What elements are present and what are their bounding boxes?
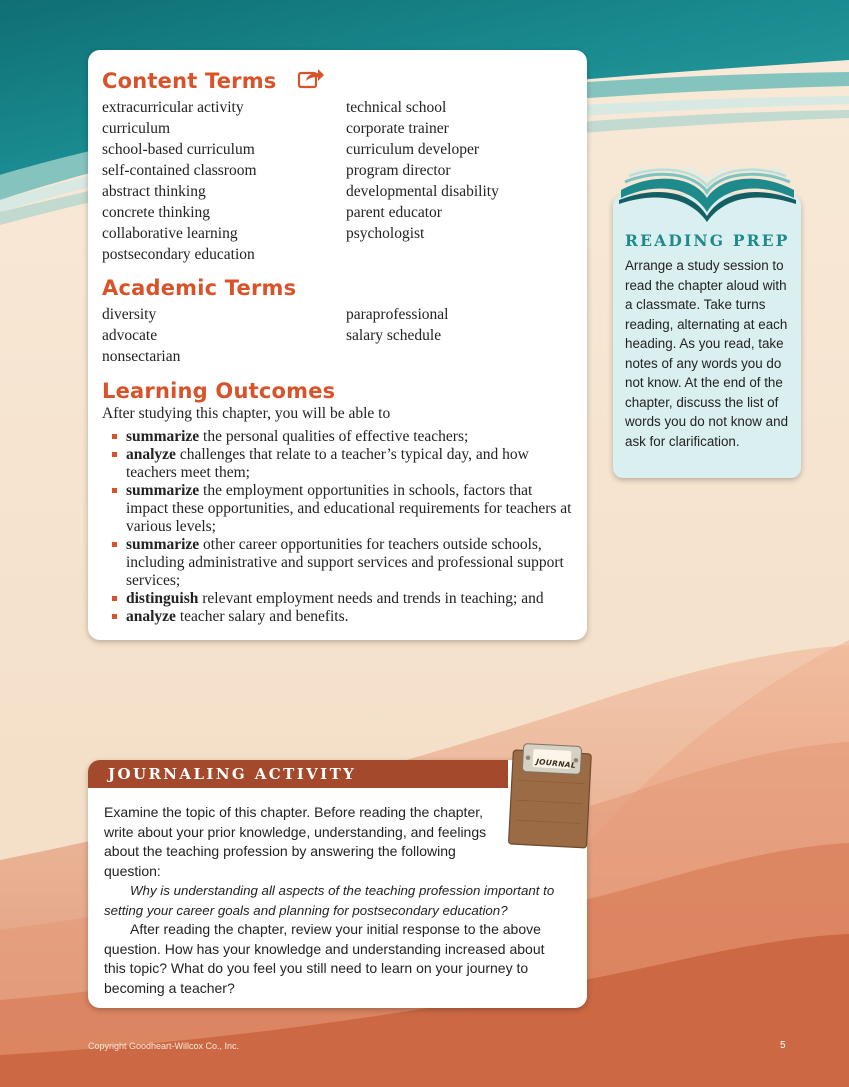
outcome-verb: summarize bbox=[126, 428, 200, 445]
bullet-icon bbox=[112, 488, 117, 493]
outcome-text: the personal qualities of effective teachers; bbox=[203, 428, 469, 445]
reading-prep-card bbox=[613, 195, 801, 478]
outcome-verb: analyze bbox=[126, 446, 176, 463]
open-book-icon bbox=[615, 168, 800, 224]
academic-terms-left-column bbox=[102, 304, 180, 367]
bullet-icon bbox=[112, 452, 117, 457]
content-terms-heading: Content Terms bbox=[102, 69, 277, 93]
learning-outcomes-heading: Learning Outcomes bbox=[102, 379, 336, 403]
bullet-icon bbox=[112, 596, 117, 601]
outcome-verb: summarize bbox=[126, 482, 200, 499]
journaling-paragraph: After reading the chapter, review your initial response to the above question. How has your knowledge and understanding increased about this topic? What do you feel you still need to learn on your journey to becoming a teacher? bbox=[104, 921, 545, 996]
content-term: program director bbox=[346, 162, 451, 179]
outcome-item bbox=[102, 608, 578, 626]
journaling-question bbox=[104, 881, 564, 920]
content-term: self-contained classroom bbox=[102, 162, 257, 179]
content-term: school-based curriculum bbox=[102, 141, 255, 158]
content-term: postsecondary education bbox=[102, 246, 255, 263]
academic-terms-right-column bbox=[346, 304, 448, 346]
outcome-item bbox=[102, 446, 578, 482]
journaling-title-band bbox=[88, 760, 508, 788]
share-icon[interactable] bbox=[297, 66, 325, 90]
bullet-icon bbox=[112, 614, 117, 619]
terms-card bbox=[88, 50, 587, 640]
bullet-icon bbox=[112, 434, 117, 439]
journaling-title: JOURNALING ACTIVITY bbox=[108, 765, 357, 783]
journaling-question-text: Why is understanding all aspects of the teaching profession important to setting your career goals and planning for postsecondary education? bbox=[104, 883, 555, 918]
journal-clipboard-label: JOURNAL bbox=[535, 756, 577, 771]
content-term: corporate trainer bbox=[346, 120, 449, 137]
content-term: curriculum developer bbox=[346, 141, 479, 158]
learning-outcomes-intro: After studying this chapter, you will be able to bbox=[102, 405, 391, 422]
journaling-paragraph: Examine the topic of this chapter. Before reading the chapter, write about your prior knowledge, understanding, and feelings about the teaching profession by answering the following question: bbox=[104, 804, 487, 879]
content-term: technical school bbox=[346, 99, 447, 116]
outcome-verb: summarize bbox=[126, 536, 200, 553]
outcome-text: other career opportunities for teachers outside schools, including administrative and support services and professional support services; bbox=[126, 536, 564, 589]
content-term: developmental disability bbox=[346, 183, 499, 200]
outcome-verb: distinguish bbox=[126, 590, 199, 607]
academic-term: paraprofessional bbox=[346, 306, 449, 323]
content-term: abstract thinking bbox=[102, 183, 206, 200]
academic-terms-heading: Academic Terms bbox=[102, 276, 297, 300]
content-term: extracurricular activity bbox=[102, 99, 244, 116]
outcome-text: the employment opportunities in schools, factors that impact these opportunities, and educational requirements for teachers at various levels; bbox=[126, 482, 572, 535]
copyright-notice: Copyright Goodheart-Willcox Co., Inc. bbox=[88, 1041, 240, 1051]
reading-prep-text: Arrange a study session to read the chapter aloud with a classmate. Take turns reading, alternating at each heading. As you read, take notes of any words you do not know. At the end of the chapter, discuss the list of words you do not know and ask for clarification. bbox=[625, 258, 789, 449]
outcome-text: teacher salary and benefits. bbox=[179, 608, 349, 625]
academic-term: diversity bbox=[102, 306, 157, 323]
reading-prep-title: READING PREP bbox=[625, 231, 790, 250]
academic-term: salary schedule bbox=[346, 327, 442, 344]
content-term: curriculum bbox=[102, 120, 171, 137]
academic-term: advocate bbox=[102, 327, 158, 344]
outcome-item bbox=[102, 536, 578, 590]
learning-outcomes-list bbox=[102, 428, 578, 626]
content-terms-right-column bbox=[346, 97, 499, 244]
journaling-body bbox=[104, 803, 564, 998]
content-term: psychologist bbox=[346, 225, 425, 242]
outcome-text: relevant employment needs and trends in teaching; and bbox=[202, 590, 544, 607]
outcome-verb: analyze bbox=[126, 608, 176, 625]
outcome-text: challenges that relate to a teacher’s typical day, and how teachers meet them; bbox=[126, 446, 529, 481]
page-number: 5 bbox=[780, 1040, 786, 1051]
journal-clipboard-icon bbox=[505, 742, 597, 852]
bullet-icon bbox=[112, 542, 117, 547]
outcome-item bbox=[102, 428, 578, 446]
academic-term: nonsectarian bbox=[102, 348, 181, 365]
content-term: parent educator bbox=[346, 204, 442, 221]
outcome-item bbox=[102, 482, 578, 536]
content-terms-left-column bbox=[102, 97, 257, 265]
content-term: concrete thinking bbox=[102, 204, 211, 221]
content-term: collaborative learning bbox=[102, 225, 238, 242]
outcome-item bbox=[102, 590, 578, 608]
